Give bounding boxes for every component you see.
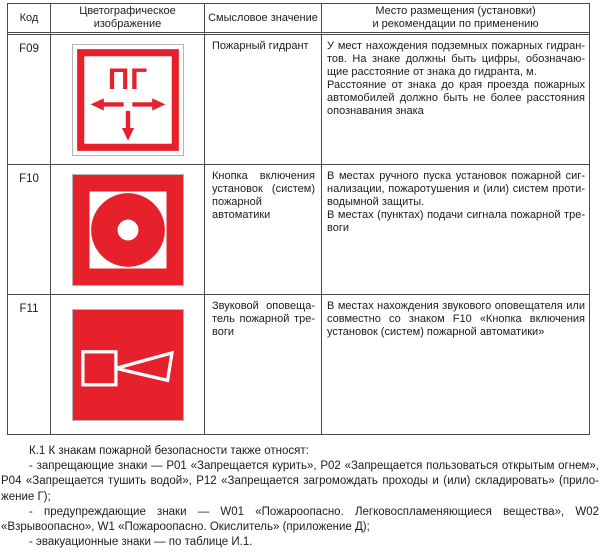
header-image-line2: изображение bbox=[93, 18, 162, 30]
note-warning-signs: - предупреждающие знаки — W01 «Пожароопасно. Легковоспламеняющиеся вещества», W02 «Взрывоопасно», W1 «Пожароопасно. Окислитель» (приложение Д); bbox=[1, 505, 599, 534]
fire-hydrant-sign bbox=[72, 44, 184, 156]
header-placement-line1: Место размещения (установки) bbox=[375, 5, 536, 17]
note-evacuation-signs: - эвакуационные знаки — по таблице И.1. bbox=[29, 536, 253, 549]
row-f11-meaning: Звуковой оповещатель пожарной тревоги bbox=[205, 295, 322, 434]
note-prohibition-signs: - запрещающие знаки — P01 «Запрещается курить», P02 «Запрещается пользоваться открытым огнем», P04 «Запрещается тушить водой», P12 «Запрещается загромождать проходы и (или) складировать» (приложение Г); bbox=[1, 460, 599, 503]
header-code-label: Код bbox=[19, 11, 39, 24]
appendix-notes bbox=[1, 444, 599, 550]
row-f11-sign-cell bbox=[51, 295, 205, 434]
header-meaning-label: Смысловое значение bbox=[208, 11, 318, 24]
row-f11-code: F11 bbox=[8, 295, 51, 434]
row-f09-placement-p2: Расстояние от знака до края проезда пожарных автомобилей должно быть не более расстояния опознавания знака bbox=[327, 79, 585, 117]
fire-automation-button-sign bbox=[72, 174, 184, 286]
header-placement-line2: и рекомендации по применению bbox=[372, 18, 539, 30]
row-f09-placement bbox=[322, 35, 589, 165]
note-intro: К.1 К знакам пожарной безопасности также относят: bbox=[29, 445, 309, 457]
row-f09-sign-cell bbox=[51, 35, 205, 165]
header-code bbox=[8, 4, 51, 35]
header-image bbox=[51, 4, 205, 35]
row-f10-placement-p2: В местах (пунктах) подачи сигнала пожарной тревоги bbox=[327, 209, 585, 234]
row-f10-placement bbox=[322, 165, 589, 295]
header-placement bbox=[322, 4, 589, 35]
row-f09-code: F09 bbox=[8, 35, 51, 165]
fire-automation-button-sign-graphic bbox=[73, 175, 183, 285]
fire-alarm-sounder-sign bbox=[72, 309, 184, 421]
row-f09-meaning: Пожарный гидрант bbox=[205, 35, 322, 165]
row-f11-placement bbox=[322, 295, 589, 434]
fire-safety-signs-table bbox=[7, 3, 590, 435]
header-meaning bbox=[205, 4, 322, 35]
row-f10-sign-cell bbox=[51, 165, 205, 295]
row-f10-placement-p1: В местах ручного пуска установок пожарной сигнализации, пожаротушения и (или) систем противодымной защиты. bbox=[327, 170, 585, 208]
hydrant-pg-label: ПГ bbox=[107, 62, 148, 96]
row-f10-meaning: Кнопка включения установок (систем) пожарной автоматики bbox=[205, 165, 322, 295]
row-f09-placement-p1: У мест нахождения подземных пожарных гидрантов. На знаке должны быть цифры, обозначающие расстояние от знака до гидранта, м. bbox=[327, 40, 585, 78]
fire-hydrant-sign-graphic bbox=[73, 45, 183, 155]
row-f11-placement-p1: В местах нахождения звукового оповещателя или совместно со знаком F10 «Кнопка включения установок (систем) пожарной автоматики» bbox=[327, 300, 585, 338]
header-image-line1: Цветографическое bbox=[79, 5, 176, 17]
row-f10-code: F10 bbox=[8, 165, 51, 295]
fire-alarm-sounder-sign-graphic bbox=[73, 310, 183, 420]
